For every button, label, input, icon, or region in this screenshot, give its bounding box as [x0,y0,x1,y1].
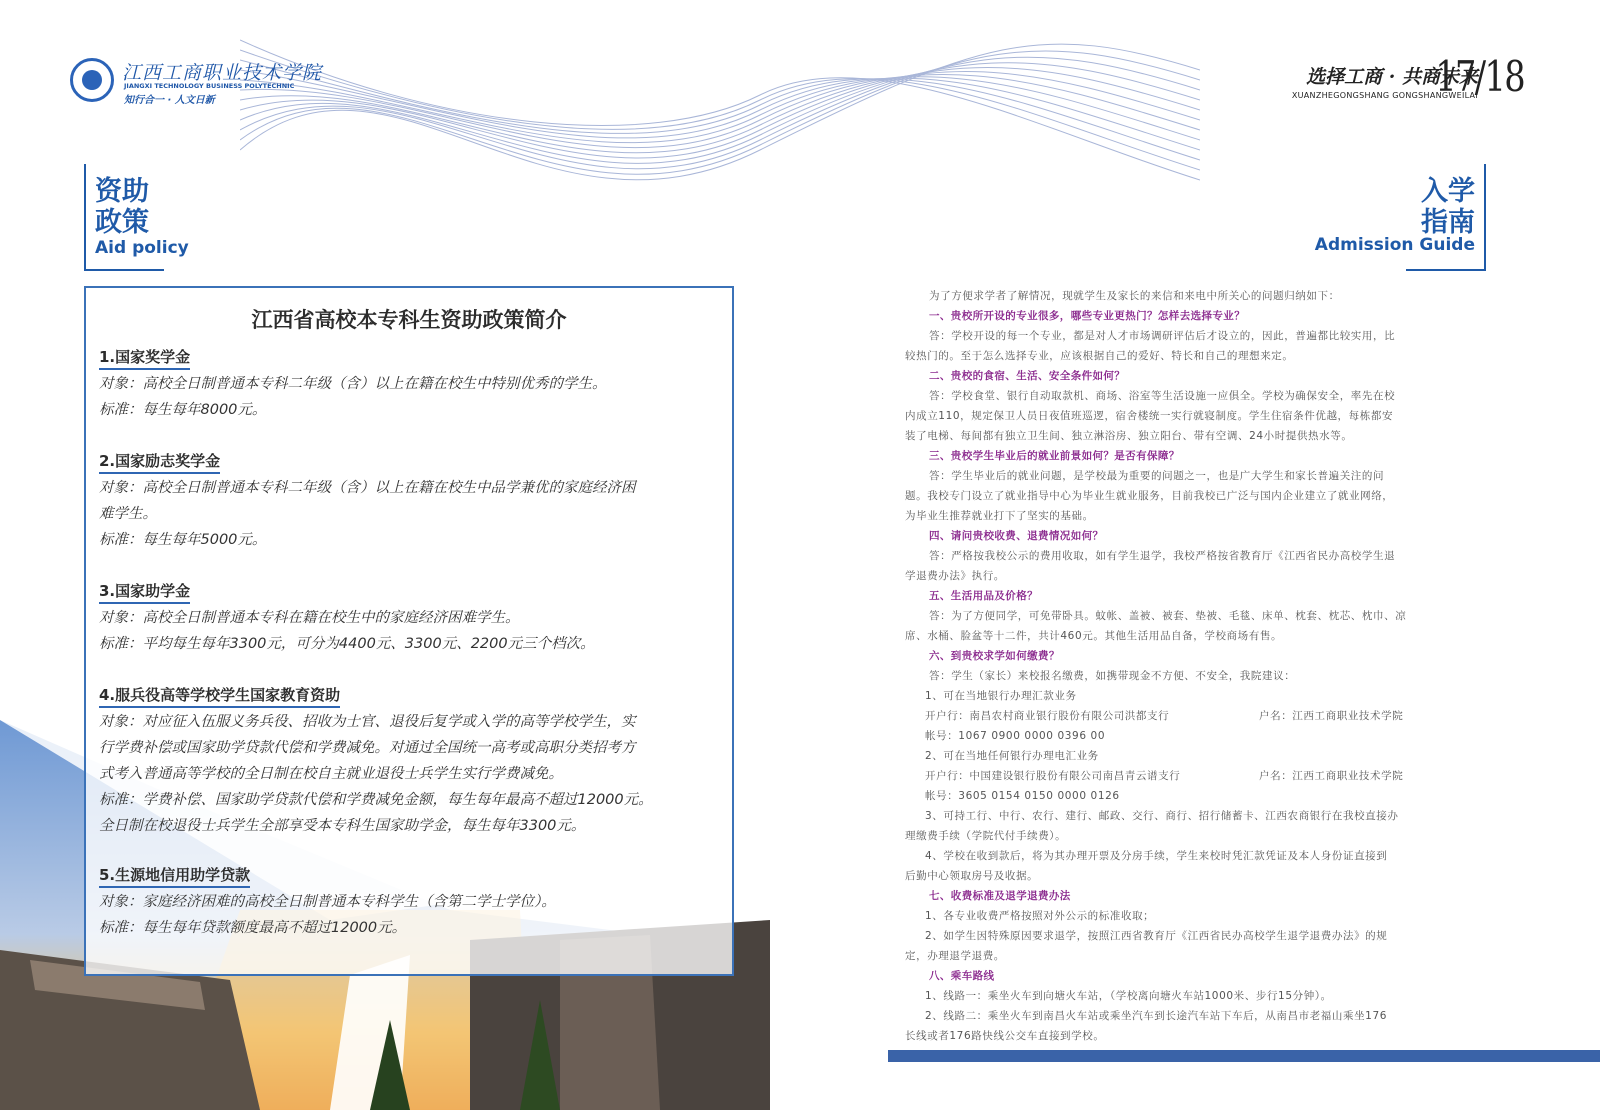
wave-decoration [240,0,1200,260]
faq-question: 一、贵校所开设的专业很多，哪些专业更热门？怎样去选择专业？ [929,310,1246,322]
faq-answer-line: 学退费办法》执行。 [905,570,1005,582]
faq-answer-line: 答：为了方便同学，可免带卧具。蚊帐、盖被、被套、垫被、毛毯、床单、枕套、枕芯、枕巾、凉 [929,610,1407,622]
faq-answer-line: 长线或者176路快线公交车直接到学校。 [905,1030,1105,1042]
faq-answer-line: 较热门的。至于怎么选择专业，应该根据自己的爱好、特长和自己的理想来定。 [905,350,1294,362]
faq-answer-line: 内成立110，规定保卫人员日夜值班巡逻，宿舍楼统一实行就寝制度。学生住宿条件优越，每栋都安 [905,410,1394,422]
faq-answer-line: 题。我校专门设立了就业指导中心为毕业生就业服务，目前我校已广泛与国内企业建立了就业网络， [905,490,1394,502]
aid-heading: 2.国家励志奖学金 [99,450,220,474]
faq-answer-line: 席、水桶、脸盆等十二件，共计460元。其他生活用品自备，学校商场有售。 [905,630,1283,642]
faq-answer-line: 2、可在当地任何银行办理电汇业务 [925,750,1099,762]
faq-question: 七、收费标准及退学退费办法 [929,890,1071,902]
faq-answer-line: 答：学校食堂、银行自动取款机、商场、浴室等生活设施一应俱全。学校为确保安全，率先在校 [929,390,1396,402]
slogan-cn: 选择工商 · 共商未来 [1306,66,1478,88]
tag-cn-line1: 资助 [95,176,149,207]
aid-heading: 4.服兵役高等学校学生国家教育资助 [99,684,340,708]
bank-1-account: 帐号：1067 0900 0000 0396 00 [925,730,1106,742]
faq-question: 八、乘车路线 [929,970,995,982]
faq-answer-line: 定，办理退学退费。 [905,950,1005,962]
logo-motto: 知行合一 · 人文日新 [124,95,215,106]
aid-line: 标准：学费补偿、国家助学贷款代偿和学费减免金额，每生每年最高不超过12000元。 [99,792,653,808]
faq-answer-line: 1、各专业收费严格按照对外公示的标准收取； [925,910,1155,922]
tag-cn-line2: 政策 [95,207,149,238]
school-seal-icon [70,58,114,102]
aid-line: 对象：家庭经济困难的高校全日制普通本专科学生（含第二学士学位）。 [99,894,556,910]
faq-answer-line: 理缴费手续（学院代付手续费）。 [905,830,1067,842]
faq-question: 四、请问贵校收费、退费情况如何？ [929,530,1104,542]
tag-cn-line2: 指南 [1421,207,1475,238]
admission-faq [905,286,1505,1046]
aid-line: 难学生。 [99,506,157,522]
bank-1-name: 开户行：南昌农村商业银行股份有限公司洪都支行 [925,710,1170,722]
aid-item-1 [99,346,724,423]
aid-line: 标准：平均每生每年3300元，可分为4400元、3300元、2200元三个档次。 [99,636,595,652]
faq-answer-line: 后勤中心领取房号及收据。 [905,870,1039,882]
aid-heading: 1.国家奖学金 [99,346,190,370]
panel-title: 江西省高校本专科生资助政策简介 [251,308,567,332]
aid-line: 对象：高校全日制普通本专科二年级（含）以上在籍在校生中特别优秀的学生。 [99,376,607,392]
faq-answer-line: 2、线路二：乘坐火车到南昌火车站或乘坐汽车到长途汽车站下车后，从南昌市老福山乘坐176 [925,1010,1388,1022]
school-logo [70,56,323,106]
bank-1-row [905,706,1505,726]
aid-line: 对象：高校全日制普通本专科在籍在校生中的家庭经济困难学生。 [99,610,520,626]
slogan-pinyin: XUANZHEGONGSHANG GONGSHANGWEILAI [1291,91,1478,100]
faq-answer-line: 为毕业生推荐就业打下了坚实的基础。 [905,510,1094,522]
aid-item-5 [99,864,724,941]
faq-answer-line: 答：严格按我校公示的费用收取，如有学生退学，我校严格按省教育厅《江西省民办高校学生退 [929,550,1396,562]
tag-en: Admission Guide [1314,235,1475,255]
section-tag-aid-policy [84,164,189,271]
section-tag-admission-guide [1314,164,1486,271]
logo-name-cn: 江西工商职业技术学院 [122,62,323,84]
bank-2-row [905,766,1505,786]
faq-answer-line: 1、可在当地银行办理汇款业务 [925,690,1077,702]
aid-line: 标准：每生每年贷款额度最高不超过12000元。 [99,920,407,936]
aid-line: 标准：每生每年8000元。 [99,402,267,418]
faq-answer-line: 2、如学生因特殊原因要求退学，按照江西省教育厅《江西省民办高校学生退学退费办法》的规 [925,930,1388,942]
faq-answer-line: 4、学校在收到款后，将为其办理开票及分房手续，学生来校时凭汇款凭证及本人身份证直接到 [925,850,1388,862]
footer-bar [888,1050,1600,1062]
faq-question: 五、生活用品及价格？ [929,590,1038,602]
faq-question: 二、贵校的食宿、生活、安全条件如何？ [929,370,1126,382]
aid-line: 式考入普通高等学校的全日制在校自主就业退役士兵学生实行学费减免。 [99,766,563,782]
page-number: 17/18 [1435,52,1524,101]
faq-answer-line: 答：学生（家长）来校报名缴费，如携带现金不方便、不安全，我院建议： [929,670,1296,682]
faq-question: 三、贵校学生毕业后的就业前景如何？是否有保障？ [929,450,1180,462]
faq-intro: 为了方便求学者了解情况，现就学生及家长的来信和来电中所关心的问题归纳如下： [929,290,1340,302]
aid-item-3 [99,580,724,657]
aid-line: 对象：对应征入伍服义务兵役、招收为士官、退役后复学或入学的高等学校学生，实 [99,714,636,730]
tag-cn-line1: 入学 [1421,176,1475,207]
bank-2-account: 帐号：3605 0154 0150 0000 0126 [925,790,1120,802]
aid-policy-panel [84,286,734,976]
faq-answer-line: 答：学校开设的每一个专业，都是对人才市场调研评估后才设立的，因此，普遍都比较实用，比 [929,330,1396,342]
aid-line: 对象：高校全日制普通本专科二年级（含）以上在籍在校生中品学兼优的家庭经济困 [99,480,636,496]
aid-item-2 [99,450,724,553]
aid-line: 标准：每生每年5000元。 [99,532,267,548]
faq-answer-line: 1、线路一：乘坐火车到向塘火车站，（学校离向塘火车站1000米、步行15分钟）。 [925,990,1332,1002]
faq-question: 六、到贵校求学如何缴费？ [929,650,1060,662]
faq-answer-line: 装了电梯、每间都有独立卫生间、独立淋浴房、独立阳台、带有空调、24小时提供热水等。 [905,430,1353,442]
bank-2-name: 开户行：中国建设银行股份有限公司南昌青云谱支行 [925,770,1181,782]
aid-line: 全日制在校退役士兵学生全部享受本专科生国家助学金，每生每年3300元。 [99,818,586,834]
bank-2-holder: 户名：江西工商职业技术学院 [1259,770,1404,782]
tag-en: Aid policy [95,238,189,258]
aid-heading: 3.国家助学金 [99,580,190,604]
aid-line: 行学费补偿或国家助学贷款代偿和学费减免。对通过全国统一高考或高职分类招考方 [99,740,636,756]
bank-1-holder: 户名：江西工商职业技术学院 [1259,710,1404,722]
faq-answer-line: 3、可持工行、中行、农行、建行、邮政、交行、商行、招行储蓄卡、江西农商银行在我校直接办 [925,810,1399,822]
aid-heading: 5.生源地信用助学贷款 [99,864,250,888]
aid-item-4 [99,684,724,839]
faq-answer-line: 答：学生毕业后的就业问题，是学校最为重要的问题之一，也是广大学生和家长普遍关注的问 [929,470,1385,482]
logo-name-en: JIANGXI TECHNOLOGY BUSINESS POLYTECHNIC [124,82,295,90]
